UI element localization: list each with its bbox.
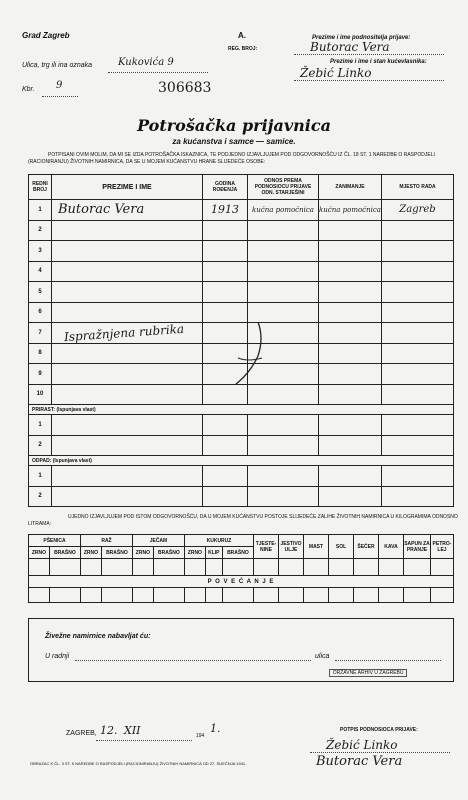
- group-raz: RAŽ: [80, 535, 132, 547]
- row-number: 6: [29, 302, 52, 323]
- sub-label: BRAŠNO: [222, 547, 253, 559]
- group-kukuruz: KUKURUZ: [184, 535, 253, 547]
- table-row: [29, 466, 454, 487]
- group-kava: KAVA: [379, 535, 404, 559]
- date-year-suffix: 1.: [210, 722, 221, 735]
- row-number: 2: [29, 220, 52, 241]
- signature-line-1: [310, 738, 450, 753]
- sub-label: BRAŠNO: [101, 547, 132, 559]
- shop-radnji-label: U radnji: [45, 653, 70, 660]
- table-row: [29, 200, 454, 221]
- table-row: [29, 435, 454, 456]
- street-value: Kukovića 9: [118, 57, 174, 68]
- cancellation-scribble: [228, 318, 278, 388]
- group-petrolej: PETRO-LEJ: [431, 535, 454, 559]
- stock-row: [29, 588, 454, 603]
- date-year-prefix: 194: [196, 733, 205, 739]
- table-row: [29, 241, 454, 262]
- date-day: 12.: [100, 724, 118, 737]
- group-sapun: SAPUN ZA PRANJE: [404, 535, 431, 559]
- person-relation: kućna pomoćnica: [252, 205, 314, 214]
- intro-text: POTPISANI OVIM MOLIM, DA MI SE IZDA POTROŠAČKA ISKAZNICA, TE PODJEDNO IZJAVLJUJEM POD ODGOVORNOŠĆU IZ ČL. 18 ST. 1 NAREDBE O RASPODJELI (RACIONIRANJU) ŽIVOTNIH NAMIRNICA, DA SE U MOJEM KUĆANSTVU HRANE SLIJEDEĆE OSOBE:: [28, 152, 435, 165]
- table-row: [29, 415, 454, 436]
- person-year: 1913: [211, 203, 239, 217]
- footer-place: ZAGREB,: [66, 730, 97, 737]
- sub-label: ZRNO: [132, 547, 153, 559]
- col-header-number: REDNI BROJ: [29, 175, 52, 200]
- applicant-label: Prezime i ime podnositelja prijave:: [312, 35, 411, 41]
- col-header-year: GODINA ROĐENJA: [203, 175, 248, 200]
- document-number: 306683: [158, 80, 212, 96]
- table-row: [29, 282, 454, 303]
- person-name: Butorac Vera: [58, 202, 145, 218]
- sub-label: BRAŠNO: [49, 547, 80, 559]
- shop-box: [28, 618, 454, 682]
- shop-ulica-line: [335, 659, 441, 661]
- col-header-name: PREZIME I IME: [52, 175, 203, 200]
- povecanje-label: P O V E Ć A N J E: [29, 576, 454, 588]
- prirast-header-row: [29, 405, 454, 415]
- kbr-line: [42, 80, 78, 97]
- prirast-label: PRIRAST: (Ispunjava vlast): [29, 405, 454, 415]
- archive-stamp: DRŽAVNE ARHIV U ZAGREBU: [329, 669, 407, 677]
- group-tjestenine: TJESTE-NINE: [254, 535, 279, 559]
- shop-label: Živežne namirnice nabavljat ću:: [45, 633, 151, 640]
- stock-table: [28, 534, 454, 603]
- row-number: 5: [29, 282, 52, 303]
- sub-label: ZRNO: [184, 547, 205, 559]
- stock-row: [29, 559, 454, 576]
- col-header-relation: ODNOS PREMA PODNOSIOCU PRIJAVE ODN. STARJEŠINI: [248, 175, 319, 200]
- crossed-note: Ispražnjena rubrika: [63, 321, 185, 345]
- owner-label: Prezime i ime i stan kućevlasnika:: [330, 59, 427, 65]
- odpad-label: ODPAD: (Ispunjava vlast): [29, 456, 454, 466]
- group-mast: MAST: [304, 535, 329, 559]
- row-number: 2: [29, 435, 52, 456]
- row-number: 4: [29, 261, 52, 282]
- sub-label: KLIP: [205, 547, 222, 559]
- sub-label: BRAŠNO: [153, 547, 184, 559]
- row-number: 1: [29, 200, 52, 221]
- person-occupation: kućna pomoćnica: [319, 205, 381, 214]
- form-title: Potrošačka prijavnica: [137, 116, 331, 135]
- col-header-occupation: ZANIMANJE: [319, 175, 382, 200]
- row-number: 1: [29, 466, 52, 487]
- reg-number-label: REG. BROJ:: [228, 46, 258, 52]
- row-number: 10: [29, 384, 52, 405]
- row-number: 2: [29, 486, 52, 507]
- legal-note: OBRAZAC K ČL. 3 ST. 5 NAREDBE O RASPODJELI (RACIONIRANJU) ŽIVOTNIH NAMIRNICA OD 27. SIJEČNJA 1941.: [30, 761, 247, 766]
- row-number: 8: [29, 343, 52, 364]
- table-row: [29, 486, 454, 507]
- kbr-value: 9: [56, 80, 63, 91]
- city-label: Grad Zagreb: [22, 31, 70, 40]
- row-number: 3: [29, 241, 52, 262]
- series-label: A.: [238, 31, 246, 40]
- person-workplace: Zagreb: [399, 204, 436, 216]
- sub-label: ZRNO: [29, 547, 50, 559]
- owner-value: Žebić Linko: [300, 66, 372, 80]
- shop-radnji-line: [75, 659, 311, 661]
- date-line: [96, 724, 192, 741]
- form-subtitle: za kućanstva i samce — samice.: [172, 137, 296, 146]
- group-sol: SOL: [329, 535, 354, 559]
- applicant-line: [294, 42, 444, 55]
- group-secer: ŠEĆER: [354, 535, 379, 559]
- row-number: 1: [29, 415, 52, 436]
- kbr-label: Kbr.: [22, 86, 35, 93]
- signature-1: Žebić Linko: [326, 738, 398, 752]
- applicant-value: Butorac Vera: [310, 40, 390, 54]
- street-line: [108, 57, 208, 73]
- street-label: Ulica, trg ili ina oznaka: [22, 62, 93, 69]
- table-row: [29, 220, 454, 241]
- shop-ulica-label: ulica: [315, 653, 330, 660]
- group-jecam: JEČAM: [132, 535, 184, 547]
- date-month: XII: [124, 724, 141, 737]
- signature-2: Butorac Vera: [316, 754, 403, 769]
- group-psenica: PŠENICA: [29, 535, 81, 547]
- group-ulje: JESTIVO ULJE: [279, 535, 304, 559]
- odpad-header-row: [29, 456, 454, 466]
- row-number: 7: [29, 323, 52, 344]
- owner-line: [294, 68, 444, 81]
- signature-label: POTPIS PODNOSIOCA PRIJAVE:: [340, 727, 418, 733]
- stock-text: UJEDNO IZJAVLJUJEM POD ISTOM ODGOVORNOŠĆU, DA U MOJEM KUĆANSTVU POSTOJE SLIJEDEĆE ZALIHE ŽIVOTNIH NAMIRNICA U KILOGRAMIMA ODNOSNO LITRAMA:: [28, 514, 458, 527]
- row-number: 9: [29, 364, 52, 385]
- table-row: [29, 261, 454, 282]
- sub-label: ZRNO: [80, 547, 101, 559]
- col-header-workplace: MJESTO RADA: [382, 175, 454, 200]
